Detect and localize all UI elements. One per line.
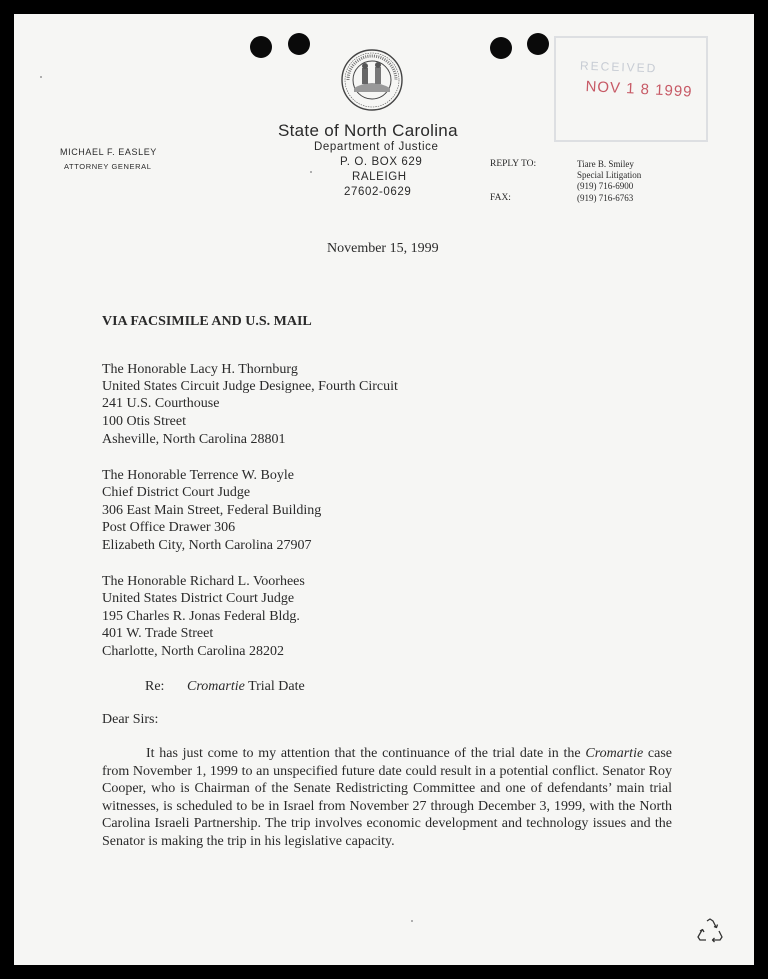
- punch-hole: [288, 33, 310, 55]
- received-stamp: NOV 1 8 1999: [585, 78, 693, 101]
- zip-code: 27602-0629: [344, 186, 412, 198]
- re-subject-line: [187, 678, 305, 695]
- address-line: 100 Otis Street: [102, 414, 186, 429]
- punch-hole: [490, 37, 512, 59]
- letter-page: [14, 14, 754, 965]
- stamp-faint-text: RECEIVED: [579, 58, 658, 76]
- delivery-method: VIA FACSIMILE AND U.S. MAIL: [102, 314, 312, 329]
- address-line: Charlotte, North Carolina 28202: [102, 644, 284, 659]
- attorney-general-name: MICHAEL F. EASLEY: [60, 147, 157, 157]
- re-label: Re:: [145, 679, 165, 694]
- address-line: The Honorable Richard L. Voorhees: [102, 574, 305, 589]
- body-line: Cooper, who is Chairman of the Senate Redistricting Committee and one of defendants’ main trial: [102, 781, 672, 797]
- recycle-icon: [696, 917, 724, 945]
- case-name: Cromartie: [585, 746, 644, 761]
- body-line: witnesses, is scheduled to be in Israel from November 27 through December 3, 1999, with the North: [102, 798, 672, 814]
- city: RALEIGH: [352, 171, 407, 183]
- address-line: 306 East Main Street, Federal Building: [102, 503, 322, 518]
- punch-hole: [527, 33, 549, 55]
- fax-label: FAX:: [490, 193, 511, 203]
- address-line: The Honorable Terrence W. Boyle: [102, 468, 294, 483]
- body-line: It has just come to my attention that the continuance of the trial date in the Cromartie case: [146, 746, 672, 761]
- address-line: 195 Charles R. Jonas Federal Bldg.: [102, 609, 300, 624]
- address-line: Elizabeth City, North Carolina 27907: [102, 538, 312, 553]
- address-line: United States District Court Judge: [102, 591, 295, 606]
- attorney-general-title: ATTORNEY GENERAL: [64, 162, 152, 171]
- address-line: Chief District Court Judge: [102, 485, 251, 500]
- re-subject: Trial Date: [244, 679, 305, 694]
- address-line: 401 W. Trade Street: [102, 626, 214, 641]
- salutation: Dear Sirs:: [102, 712, 159, 727]
- state-name: State of North Carolina: [278, 121, 458, 140]
- body-line: from November 1, 1999 to an unspecified future date could result in a potential conflict. Senator Roy: [102, 763, 672, 779]
- body-line: Senator is making the trip in his legislative capacity.: [102, 833, 395, 849]
- address-line: Post Office Drawer 306: [102, 520, 236, 535]
- reply-to-label: REPLY TO:: [490, 159, 537, 169]
- state-seal-icon: [340, 48, 404, 112]
- department-name: Department of Justice: [314, 141, 439, 153]
- address-line: United States Circuit Judge Designee, Fourth Circuit: [102, 379, 398, 394]
- reply-unit: Special Litigation: [577, 170, 642, 180]
- body-line: Carolina Israeli Partnership. The trip involves economic development and technology issues and the: [102, 816, 672, 832]
- paper-speck: [411, 920, 413, 922]
- punch-hole: [250, 36, 272, 58]
- address-line: Asheville, North Carolina 28801: [102, 432, 286, 447]
- fax-number: (919) 716-6763: [577, 193, 634, 203]
- reply-name: Tiare B. Smiley: [577, 159, 634, 169]
- body-paragraph: [102, 745, 672, 851]
- letter-date: November 15, 1999: [327, 241, 439, 256]
- reply-phone: (919) 716-6900: [577, 181, 634, 191]
- re-case-name: Cromartie: [187, 679, 245, 694]
- po-box: P. O. BOX 629: [340, 156, 423, 168]
- address-line: The Honorable Lacy H. Thornburg: [102, 362, 298, 377]
- paper-speck: [40, 76, 42, 78]
- paper-speck: [310, 171, 312, 173]
- address-line: 241 U.S. Courthouse: [102, 396, 220, 411]
